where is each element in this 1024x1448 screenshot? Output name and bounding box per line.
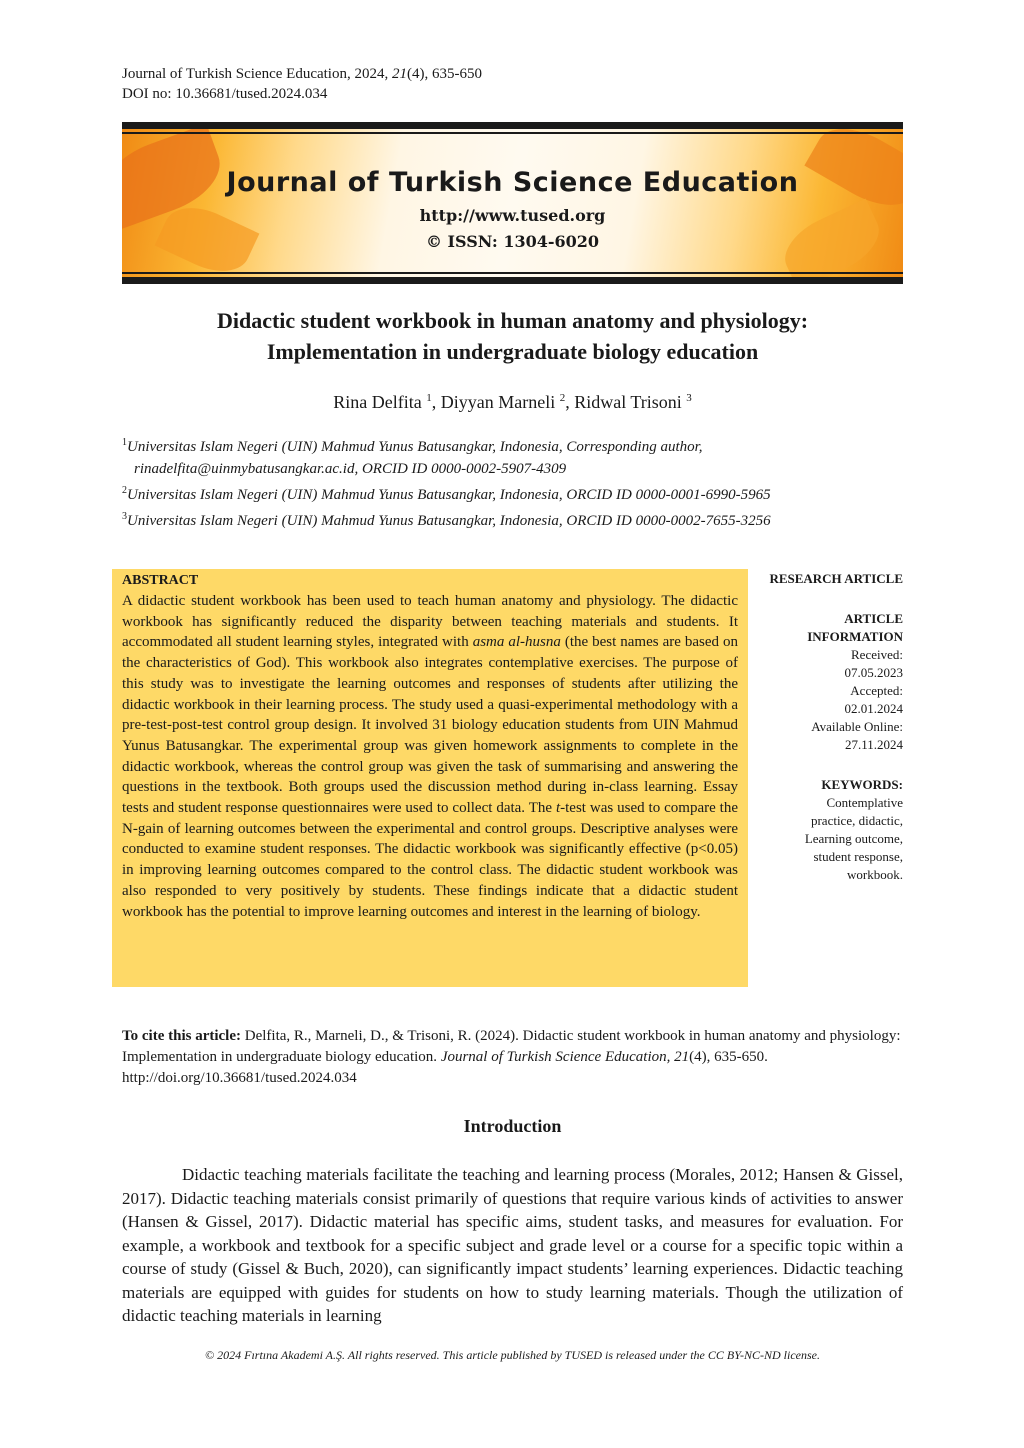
info-heading: INFORMATION [807,629,903,644]
journal-citation-line [122,64,482,84]
keyword-line: workbook. [847,867,903,882]
accepted-date: 02.01.2024 [844,701,903,716]
abstract-heading: ABSTRACT [122,573,199,588]
author-sup: 3 [686,392,692,404]
abstract-text: -test was used to compare the N-gain of learning outcomes between the experimental and control groups. Descriptive analyses were conducted to examine student responses. The didactic workbook was significantly effective (p<0.05) in improving learning outcomes compared to the control class. The didactic student workbook was also responded to very positively by students. These findings indicate that a didactic student workbook has the potential to improve learning outcomes and interest in the learning of biology. [122,800,738,920]
introduction-heading: Introduction [463,1116,562,1136]
affiliations [122,432,903,532]
author-sep: , [565,392,575,412]
paper-title-line: Implementation in undergraduate biology education [266,339,759,364]
affiliation-3 [122,506,903,532]
keywords [758,776,903,884]
received-label: Received: [851,647,903,662]
affiliation-sup: 2 [122,485,127,496]
doi-line: DOI no: 10.36681/tused.2024.034 [122,86,328,102]
citation-doi-link[interactable]: http://doi.org/10.36681/tused.2024.034 [122,1070,357,1086]
keyword-line: practice, didactic, [810,813,903,828]
affiliation-text: Universitas Islam Negeri (UIN) Mahmud Yunus Batusangkar, Indonesia, ORCID ID 0000-0001-6990-5965 [127,487,771,503]
citation-block [122,1026,903,1089]
abstract-body [122,591,738,922]
copyright-footer: © 2024 Fırtına Akademi A.Ş. All rights reserved. This article published by TUSED is released under the CC BY-NC-ND license. [205,1348,820,1362]
affiliation-sup: 3 [122,511,127,522]
author-name: Diyyan Marneli [440,392,560,412]
online-label: Available Online: [811,719,903,734]
online-date: 27.11.2024 [844,737,903,752]
citation-pages: (4), 635-650. [689,1049,768,1065]
citation-text: Delfita, R., Marneli, D., & Trisoni, R. (2024). Didactic student workbook in human anatomy and physiology: Implementation in undergraduate biology education. [122,1028,901,1065]
affiliation-text: Universitas Islam Negeri (UIN) Mahmud Yunus Batusangkar, Indonesia, ORCID ID 0000-0002-7655-3256 [127,513,771,529]
author-sep: , [431,392,441,412]
citation-label: To cite this article: [122,1028,241,1044]
info-heading: ARTICLE [844,611,903,626]
introduction-body: Didactic teaching materials facilitate the teaching and learning process (Morales, 2012; Hansen & Gissel, 2017). Didactic teaching materials consist primarily of questions that require various kinds of activities to answer (Hansen & Gissel, 2017). Didactic material has specific aims, student tasks, and measures for evaluation. For example, a workbook and textbook for a specific subject and grade level or a course for a specific topic within a course of study (Gissel & Buch, 2020), can significantly impact students’ learning experiences. Didactic teaching materials are equipped with guides for students on how to study learning materials. Though the utilization of didactic teaching materials in learning [122,1165,903,1325]
paper-title-line: Didactic student workbook in human anatomy and physiology: [216,308,809,333]
banner-issn: © ISSN: 1304-6020 [425,232,600,251]
author-name: Ridwal Trisoni [574,392,687,412]
journal-ref-suffix: (4), 635-650 [406,66,482,82]
abstract-text: A didactic student workbook has been used to teach human anatomy and physiology. The didactic workbook has significantly reduced the disparity between teaching materials and students. It accommodated all student learning styles, integrated with [122,593,738,651]
keyword-line: student response, [813,849,903,864]
author [441,392,565,412]
keyword-line: Learning outcome, [804,831,903,846]
abstract-text: (the best names are based on the characteristics of God). This workbook also integrates contemplative exercises. The purpose of this study was to investigate the learning outcomes and responses of students after utilizing the didactic workbook in their learning process. The study used a quasi-experimental methodology with a pre-test-post-test control group design. It involved 31 biology education students from UIN Mahmud Yunus Batusangkar. The experimental group was given homework assignments to complete in the didactic workbook, whereas the control group was given the task of summarising and answering the questions in the textbook. Both groups used the discussion method during in-class learning. Essay tests and student response questionnaires were used to collect data. The [122,634,738,817]
journal-volume: 21 [391,66,407,82]
banner-rule [122,122,903,129]
accepted-label: Accepted: [850,683,903,698]
affiliation-text: Universitas Islam Negeri (UIN) Mahmud Yunus Batusangkar, Indonesia, Corresponding author, [127,439,703,455]
citation-journal: Journal of Turkish Science Education, 21 [440,1049,690,1065]
affiliation-sup: 1 [122,437,127,448]
journal-banner [122,122,903,284]
affiliation-email-orcid: rinadelfita@uinmybatusangkar.ac.id, ORCID ID 0000-0002-5907-4309 [134,461,567,477]
author [574,392,692,412]
journal-ref-prefix: Journal of Turkish Science Education, 2024, [122,66,392,82]
author-list [122,392,903,413]
author [333,392,431,412]
abstract-italic: t [555,800,561,817]
keywords-heading: KEYWORDS: [821,777,903,792]
author-sup: 1 [426,392,432,404]
keyword-line: Contemplative [826,795,903,810]
author-sup: 2 [559,392,566,404]
banner-rule [122,272,903,274]
abstract-box [112,569,748,987]
journal-reference [122,64,482,104]
banner-url: http://www.tused.org [419,206,606,225]
article-information [758,610,903,754]
banner-title: Journal of Turkish Science Education [226,167,799,198]
abstract-italic: asma al-husna [472,634,561,651]
author-name: Rina Delfita [333,392,427,412]
article-info-sidebar [758,570,903,906]
affiliation-1 [122,432,903,480]
article-type: RESEARCH ARTICLE [769,571,903,586]
banner-rule [122,277,903,284]
received-date: 07.05.2023 [844,665,903,680]
paper-title [122,305,903,367]
affiliation-2 [122,480,903,506]
banner-rule [122,132,903,134]
